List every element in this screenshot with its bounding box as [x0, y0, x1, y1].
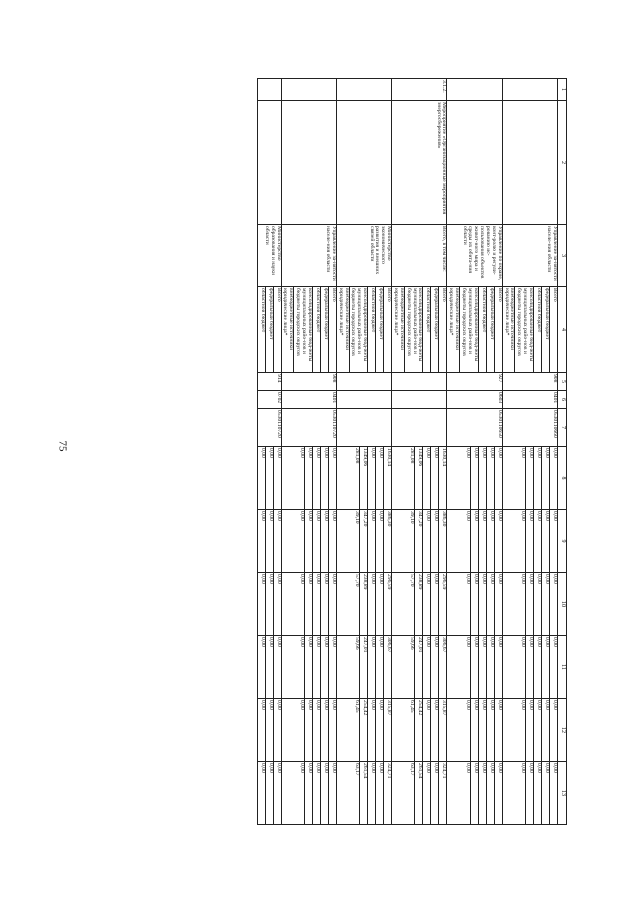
- amount-col-13-cell-line: 0,00: [423, 762, 431, 824]
- amount-col-8-cell-line: 0,00: [423, 447, 431, 509]
- amount-col-13-cell-line: 0,00: [259, 763, 266, 773]
- column-header-8: 8: [558, 447, 567, 510]
- amount-col-11-cell-line: 0,00: [328, 636, 336, 698]
- target-article-cell: 0530110650: [447, 409, 502, 447]
- amount-col-13-cell-line: 0,00: [328, 762, 336, 824]
- amount-col-8-cell-line: 0,00: [464, 448, 471, 458]
- grbs-code-cell: 914: [257, 373, 281, 391]
- funding-source-cell-line: федеральный бюджет: [431, 287, 439, 372]
- column-header-13: 13: [558, 762, 567, 825]
- amount-col-11-cell: [336, 636, 391, 699]
- amount-col-13-cell-line: 63,17: [354, 763, 361, 776]
- amount-col-9-cell: [447, 510, 502, 573]
- amount-col-13-cell: [281, 762, 336, 825]
- amount-col-11-cell-line: 247,01: [415, 636, 423, 698]
- amount-col-12-cell-line: 61,45: [354, 700, 361, 713]
- amount-col-10-cell-line: 0,00: [273, 573, 281, 635]
- funding-source-cell-line: федеральный бюджет: [542, 287, 550, 372]
- grbs-code-cell: [392, 373, 447, 391]
- amount-col-13-cell-line: 0,00: [320, 762, 328, 824]
- amount-col-10-cell-line: 0,00: [368, 573, 376, 635]
- responsible-executor-cell: Министерство экономического развития и внешних связей области: [336, 225, 391, 287]
- column-header-12: 12: [558, 699, 567, 762]
- amount-col-13-cell: [392, 762, 447, 825]
- amount-col-8-cell-line: 0,00: [550, 447, 558, 509]
- amount-col-9-cell-line: 386,30: [439, 510, 447, 572]
- amount-col-12-cell: [502, 699, 557, 762]
- amount-col-10-cell-line: 0,00: [534, 573, 542, 635]
- item-number-cell: [281, 79, 336, 101]
- amount-col-11-cell-line: 0,00: [526, 636, 534, 698]
- amount-col-13-cell-line: 0,00: [304, 762, 312, 824]
- amount-col-8-cell-line: 0,00: [494, 447, 502, 509]
- column-header-1: 1: [558, 79, 567, 101]
- amount-col-10-cell-line: 0,00: [550, 573, 558, 635]
- amount-col-9-cell-line: 0,00: [520, 511, 526, 521]
- amount-col-11-cell-line: 0,00: [464, 637, 471, 647]
- amount-col-13-cell-line: 0,00: [494, 762, 502, 824]
- funding-source-cell-line: внебюджетные источники юридические лица*: [448, 288, 461, 351]
- amount-col-8-cell-line: 0,00: [273, 447, 281, 509]
- amount-col-8-cell-line: 0,00: [431, 447, 439, 509]
- amount-col-10-cell-line: 0,00: [312, 573, 320, 635]
- amount-col-10-cell: [336, 573, 391, 636]
- amount-col-8-cell-line: 0,00: [265, 447, 273, 509]
- amount-col-10-cell-line: 0,00: [423, 573, 431, 635]
- amount-col-8-cell-line: 0,00: [534, 447, 542, 509]
- funding-source-cell-line: консолидированные бюд-жеты муниципальных райо-нов и бюджеты городских округов: [515, 287, 534, 372]
- amount-col-8-cell-line: 0,00: [526, 447, 534, 509]
- section-code-cell: 0401: [502, 391, 557, 409]
- amount-col-12-cell: [392, 699, 447, 762]
- amount-col-13-cell-line: 0,00: [273, 762, 281, 824]
- target-article-cell: [336, 409, 391, 447]
- column-header-10: 10: [558, 573, 567, 636]
- amount-col-12-cell: [281, 699, 336, 762]
- amount-col-9-cell-line: 0,00: [478, 510, 486, 572]
- amount-col-11-cell: [281, 636, 336, 699]
- measure-name-cell: [336, 101, 391, 225]
- amount-col-10-cell: [281, 573, 336, 636]
- amount-col-9-cell-line: 0,00: [328, 510, 336, 572]
- amount-col-11-cell-line: 0,00: [320, 636, 328, 698]
- item-number-cell: [257, 79, 281, 101]
- amount-col-9-cell-line: 0,00: [259, 511, 266, 521]
- column-header-9: 9: [558, 510, 567, 573]
- amount-col-13-cell-line: 324,71: [439, 762, 447, 824]
- funding-source-cell-line: консолидированные бюд-жеты муниципальных райо-нов и бюджеты городских округов: [460, 287, 479, 372]
- funding-source-cell-line: Всего: [328, 287, 336, 372]
- amount-col-9-cell-line: 0,00: [312, 510, 320, 572]
- funding-source-cell-line: Всего: [384, 287, 392, 372]
- column-header-6: 6: [558, 391, 567, 409]
- amount-col-10-cell-line: 0,00: [478, 573, 486, 635]
- amount-col-8-cell-line: 0,00: [520, 448, 526, 458]
- amount-col-8-cell-line: 0,00: [320, 447, 328, 509]
- amount-col-13-cell: [447, 762, 502, 825]
- funding-source-cell-line: областной бюджет: [478, 287, 486, 372]
- funding-source-cell-line: федеральный бюджет: [376, 287, 384, 372]
- amount-col-11-cell-line: 0,00: [273, 636, 281, 698]
- amount-col-10-cell: [392, 573, 447, 636]
- amount-col-12-cell-line: 0,00: [431, 699, 439, 761]
- amount-col-11-cell: [447, 636, 502, 699]
- header-row: [558, 79, 567, 825]
- amount-col-11-cell-line: 0,00: [423, 636, 431, 698]
- amount-col-13-cell-line: 0,00: [368, 762, 376, 824]
- amount-col-9-cell-line: 0,00: [534, 510, 542, 572]
- amount-col-13-cell-line: 0,00: [542, 762, 550, 824]
- grbs-code-cell: [336, 373, 391, 391]
- amount-col-12-cell-line: 61,45: [409, 700, 416, 713]
- amount-col-8-cell-line: 0,00: [478, 447, 486, 509]
- amount-col-12-cell-line: 315,87: [439, 699, 447, 761]
- amount-col-13-cell-line: 0,00: [478, 762, 486, 824]
- budget-table: [257, 78, 567, 825]
- measure-name-cell: Мероприятие «Организационные мероприятия энергосбережения»: [392, 101, 447, 225]
- amount-col-9-cell-line: 347,20: [415, 510, 423, 572]
- amount-col-12-cell-line: 0,00: [320, 699, 328, 761]
- section-code-cell: 0401: [281, 391, 336, 409]
- amount-col-9-cell-line: 0,00: [320, 510, 328, 572]
- funding-source-cell-line: Всего: [550, 287, 558, 372]
- amount-col-8-cell-line: 0,00: [368, 447, 376, 509]
- measure-name-cell: [447, 101, 502, 225]
- responsible-executor-cell: Управление за-нятости населе-ния области: [281, 225, 336, 287]
- amount-col-8-cell: [336, 447, 391, 510]
- amount-col-9-cell-line: 39,10: [409, 511, 416, 524]
- amount-col-10-cell-line: 0,00: [328, 573, 336, 635]
- funding-source-cell: [502, 287, 557, 373]
- amount-col-13-cell-line: 0,00: [520, 763, 526, 773]
- target-article-cell: 0530110720: [281, 409, 336, 447]
- amount-col-9-cell-line: 0,00: [526, 510, 534, 572]
- amount-col-13-cell: [336, 762, 391, 825]
- amount-col-10-cell-line: 238,89: [360, 573, 368, 635]
- responsible-executor-cell: Министерство образования и науки области: [257, 225, 281, 287]
- funding-source-cell-line: внебюджетные источники юридические лица*: [337, 288, 350, 351]
- amount-col-13-cell: [502, 762, 557, 825]
- amount-col-8-cell-line: 0,00: [486, 447, 494, 509]
- amount-col-12-cell-line: 0,00: [470, 699, 478, 761]
- amount-col-11-cell: [502, 636, 557, 699]
- amount-col-9-cell: [257, 510, 281, 573]
- amount-col-13-cell-line: 0,00: [431, 762, 439, 824]
- amount-col-9-cell-line: 0,00: [494, 510, 502, 572]
- amount-col-11-cell-line: 0,00: [376, 636, 384, 698]
- funding-source-cell: [447, 287, 502, 373]
- funding-source-cell-line: внебюджетные источники юридические лица*: [282, 288, 295, 351]
- funding-source-cell: [257, 287, 281, 373]
- column-header-5: 5: [558, 373, 567, 391]
- amount-col-12-cell-line: 254,42: [415, 699, 423, 761]
- page-number: 75: [56, 440, 69, 452]
- amount-col-8-cell-line: 0,00: [470, 447, 478, 509]
- amount-col-10-cell-line: 0,00: [520, 574, 526, 584]
- funding-source-cell-line: федеральный бюджет: [265, 287, 273, 372]
- amount-col-10-cell: [447, 573, 502, 636]
- amount-col-10-cell-line: 0,00: [298, 574, 305, 584]
- funding-source-cell-line: консолидированные бюд-жеты муниципальных райо-нов и бюджеты городских округов: [349, 287, 368, 372]
- table-row: [392, 79, 447, 825]
- amount-col-11-cell-line: 0,00: [470, 636, 478, 698]
- measure-name-cell: [502, 101, 557, 225]
- amount-col-13-cell-line: 0,00: [312, 762, 320, 824]
- column-header-2: 2: [558, 101, 567, 225]
- amount-col-12-cell-line: 254,42: [360, 699, 368, 761]
- amount-col-12-cell: [257, 699, 281, 762]
- amount-col-9-cell-line: 0,00: [304, 510, 312, 572]
- amount-col-12-cell-line: 0,00: [486, 699, 494, 761]
- amount-col-8-cell-line: 0,00: [298, 448, 305, 458]
- amount-col-10-cell-line: 0,00: [265, 573, 273, 635]
- amount-col-12-cell: [336, 699, 391, 762]
- amount-col-11-cell-line: 0,00: [478, 636, 486, 698]
- amount-col-8-cell-line: 0,00: [304, 447, 312, 509]
- amount-col-8-cell-line: 281,08: [409, 448, 416, 464]
- table-row: [281, 79, 336, 825]
- funding-source-cell-line: внебюджетные источники юридические лица*: [392, 288, 405, 351]
- amount-col-11-cell-line: 59,66: [354, 637, 361, 650]
- amount-col-11-cell-line: 0,00: [304, 636, 312, 698]
- amount-col-11-cell-line: 0,00: [265, 636, 273, 698]
- amount-col-9-cell-line: 0,00: [464, 511, 471, 521]
- amount-col-9-cell-line: 0,00: [550, 510, 558, 572]
- funding-source-cell-line: областной бюджет: [312, 287, 320, 372]
- amount-col-11-cell-line: 306,67: [439, 636, 447, 698]
- amount-col-13-cell-line: 0,00: [376, 762, 384, 824]
- amount-col-11-cell-line: 0,00: [542, 636, 550, 698]
- amount-col-9-cell-line: 0,00: [376, 510, 384, 572]
- funding-source-cell-line: федеральный бюджет: [486, 287, 494, 372]
- amount-col-13-cell-line: 0,00: [534, 762, 542, 824]
- funding-source-cell-line: областной бюджет: [534, 287, 542, 372]
- amount-col-8-cell: [502, 447, 557, 510]
- funding-source-cell-line: Всего: [439, 287, 447, 372]
- amount-col-9-cell-line: 0,00: [265, 510, 273, 572]
- amount-col-10-cell-line: 0,00: [526, 573, 534, 635]
- section-code-cell: [392, 391, 447, 409]
- table-body: [257, 79, 557, 825]
- amount-col-13-cell-line: 0,00: [298, 763, 305, 773]
- amount-col-12-cell-line: 0,00: [259, 700, 266, 710]
- amount-col-10-cell-line: 0,00: [376, 573, 384, 635]
- amount-col-10-cell-line: 0,00: [494, 573, 502, 635]
- amount-col-12-cell-line: 0,00: [304, 699, 312, 761]
- amount-col-8-cell: [257, 447, 281, 510]
- funding-source-cell-line: областной бюджет: [423, 287, 431, 372]
- amount-col-10-cell-line: 0,00: [542, 573, 550, 635]
- amount-col-8-cell: [447, 447, 502, 510]
- amount-col-10-cell-line: 0,00: [470, 573, 478, 635]
- amount-col-13-cell-line: 63,17: [409, 763, 416, 776]
- amount-col-10-cell-line: 0,00: [431, 573, 439, 635]
- table-row: [257, 79, 281, 825]
- section-code-cell: [336, 391, 391, 409]
- amount-col-9-cell: [392, 510, 447, 573]
- amount-col-12-cell-line: 315,87: [384, 699, 392, 761]
- amount-col-12-cell-line: 0,00: [478, 699, 486, 761]
- amount-col-12-cell-line: 0,00: [265, 699, 273, 761]
- funding-source-cell-line: консолидированные бюд-жеты муниципальных райо-нов и бюджеты городских округов: [404, 287, 423, 372]
- funding-source-cell: [281, 287, 336, 373]
- measure-name-cell: [257, 101, 281, 225]
- amount-col-13-cell-line: 0,00: [470, 762, 478, 824]
- amount-col-9-cell-line: 347,20: [360, 510, 368, 572]
- amount-col-8-cell: [392, 447, 447, 510]
- responsible-executor-cell: Всего, в том числе:: [392, 225, 447, 287]
- amount-col-13-cell-line: 0,00: [464, 763, 471, 773]
- amount-col-10-cell-line: 0,00: [304, 573, 312, 635]
- amount-col-12-cell-line: 0,00: [534, 699, 542, 761]
- grbs-code-cell: 927: [447, 373, 502, 391]
- amount-col-9-cell-line: 0,00: [486, 510, 494, 572]
- amount-col-12-cell-line: 0,00: [550, 699, 558, 761]
- responsible-executor-cell: Управление по охране, конт-ролю и регули-рованию ис-пользования объектов живот-ного мира и среды их обита-ния области: [447, 225, 502, 287]
- amount-col-8-cell-line: 1349,06: [360, 447, 368, 509]
- column-header-7: 7: [558, 409, 567, 447]
- amount-col-11-cell: [257, 636, 281, 699]
- amount-col-10-cell: [257, 573, 281, 636]
- column-header-3: 3: [558, 225, 567, 287]
- amount-col-9-cell-line: 0,00: [431, 510, 439, 572]
- amount-col-9-cell-line: 0,00: [273, 510, 281, 572]
- amount-col-13-cell-line: 261,54: [360, 762, 368, 824]
- amount-col-10-cell-line: 0,00: [486, 573, 494, 635]
- amount-col-9-cell-line: 0,00: [423, 510, 431, 572]
- amount-col-12-cell-line: 0,00: [423, 699, 431, 761]
- amount-col-13-cell-line: 0,00: [526, 762, 534, 824]
- amount-col-12-cell-line: 0,00: [312, 699, 320, 761]
- item-number-cell: 3.1.2.: [392, 79, 447, 101]
- column-header-4: 4: [558, 287, 567, 373]
- amount-col-8-cell-line: 1630,14: [439, 447, 447, 509]
- amount-col-11-cell-line: 0,00: [312, 636, 320, 698]
- amount-col-10-cell-line: 296,59: [384, 573, 392, 635]
- amount-col-9-cell-line: 386,30: [384, 510, 392, 572]
- amount-col-12-cell-line: 0,00: [464, 700, 471, 710]
- amount-col-12-cell-line: 0,00: [273, 699, 281, 761]
- funding-source-cell: [392, 287, 447, 373]
- amount-col-8-cell-line: 0,00: [542, 447, 550, 509]
- amount-col-11-cell-line: 0,00: [431, 636, 439, 698]
- amount-col-11-cell-line: 0,00: [368, 636, 376, 698]
- amount-col-9-cell-line: 0,00: [298, 511, 305, 521]
- amount-col-11-cell-line: 0,00: [520, 637, 526, 647]
- target-article-cell: [392, 409, 447, 447]
- amount-col-8-cell: [281, 447, 336, 510]
- target-article-cell: 0530110660: [502, 409, 557, 447]
- amount-col-13-cell-line: 324,71: [384, 762, 392, 824]
- responsible-executor-cell: Управление за-нятости населе-ния области: [502, 225, 557, 287]
- amount-col-11-cell-line: 0,00: [550, 636, 558, 698]
- amount-col-11-cell: [392, 636, 447, 699]
- grbs-code-cell: 908: [281, 373, 336, 391]
- funding-source-cell-line: федеральный бюджет: [320, 287, 328, 372]
- table-row: [502, 79, 557, 825]
- amount-col-12-cell: [447, 699, 502, 762]
- amount-col-13-cell-line: 0,00: [265, 762, 273, 824]
- amount-col-8-cell-line: 0,00: [328, 447, 336, 509]
- amount-col-9-cell-line: 39,10: [354, 511, 361, 524]
- funding-source-cell-line: Всего: [494, 287, 502, 372]
- amount-col-12-cell-line: 0,00: [526, 699, 534, 761]
- measure-name-cell: [281, 101, 336, 225]
- section-code-cell: 0702: [257, 391, 281, 409]
- amount-col-11-cell-line: 0,00: [298, 637, 305, 647]
- amount-col-8-cell-line: 0,00: [312, 447, 320, 509]
- amount-col-10-cell-line: 296,59: [439, 573, 447, 635]
- amount-col-9-cell: [336, 510, 391, 573]
- amount-col-13-cell-line: 0,00: [550, 762, 558, 824]
- funding-source-cell-line: Всего: [273, 287, 281, 372]
- amount-col-12-cell-line: 0,00: [328, 699, 336, 761]
- column-header-11: 11: [558, 636, 567, 699]
- amount-col-10-cell-line: 57,70: [409, 574, 416, 587]
- amount-col-13-cell: [257, 762, 281, 825]
- section-code-cell: 0603: [447, 391, 502, 409]
- amount-col-8-cell-line: 281,08: [354, 448, 361, 464]
- funding-source-cell-line: консолидированные бюд-жеты муниципальных райо-нов и бюджеты городских округов: [294, 287, 313, 372]
- amount-col-11-cell-line: 59,66: [409, 637, 416, 650]
- grbs-code-cell: 908: [502, 373, 557, 391]
- amount-col-12-cell-line: 0,00: [494, 699, 502, 761]
- amount-col-11-cell-line: 0,00: [494, 636, 502, 698]
- amount-col-11-cell-line: 0,00: [259, 637, 266, 647]
- amount-col-10-cell: [502, 573, 557, 636]
- funding-source-cell: [336, 287, 391, 373]
- amount-col-11-cell-line: 0,00: [486, 636, 494, 698]
- amount-col-10-cell-line: 238,89: [415, 573, 423, 635]
- amount-col-11-cell-line: 306,67: [384, 636, 392, 698]
- amount-col-12-cell-line: 0,00: [376, 699, 384, 761]
- amount-col-8-cell-line: 0,00: [259, 448, 266, 458]
- amount-col-13-cell-line: 0,00: [486, 762, 494, 824]
- rotated-table-area: [106, 78, 567, 822]
- amount-col-12-cell-line: 0,00: [542, 699, 550, 761]
- table-row: [336, 79, 391, 825]
- amount-col-9-cell: [281, 510, 336, 573]
- amount-col-10-cell-line: 0,00: [320, 573, 328, 635]
- amount-col-9-cell-line: 0,00: [542, 510, 550, 572]
- table-row: [447, 79, 502, 825]
- amount-col-12-cell-line: 0,00: [520, 700, 526, 710]
- amount-col-10-cell-line: 0,00: [464, 574, 471, 584]
- amount-col-11-cell-line: 0,00: [534, 636, 542, 698]
- amount-col-10-cell-line: 57,70: [354, 574, 361, 587]
- amount-col-10-cell-line: 0,00: [259, 574, 266, 584]
- item-number-cell: [447, 79, 502, 101]
- amount-col-9-cell-line: 0,00: [470, 510, 478, 572]
- amount-col-9-cell: [502, 510, 557, 573]
- amount-col-11-cell-line: 247,01: [360, 636, 368, 698]
- item-number-cell: [336, 79, 391, 101]
- amount-col-13-cell-line: 261,54: [415, 762, 423, 824]
- amount-col-12-cell-line: 0,00: [368, 699, 376, 761]
- amount-col-9-cell-line: 0,00: [368, 510, 376, 572]
- funding-source-cell-line: внебюджетные источники юридические лица*: [503, 288, 516, 351]
- funding-source-cell-line: областной бюджет: [368, 287, 376, 372]
- funding-source-cell-line: областной бюджет: [259, 288, 266, 333]
- amount-col-12-cell-line: 0,00: [298, 700, 305, 710]
- target-article-cell: 0530110720: [257, 409, 281, 447]
- item-number-cell: [502, 79, 557, 101]
- amount-col-8-cell-line: 1349,06: [415, 447, 423, 509]
- amount-col-8-cell-line: 1630,14: [384, 447, 392, 509]
- amount-col-8-cell-line: 0,00: [376, 447, 384, 509]
